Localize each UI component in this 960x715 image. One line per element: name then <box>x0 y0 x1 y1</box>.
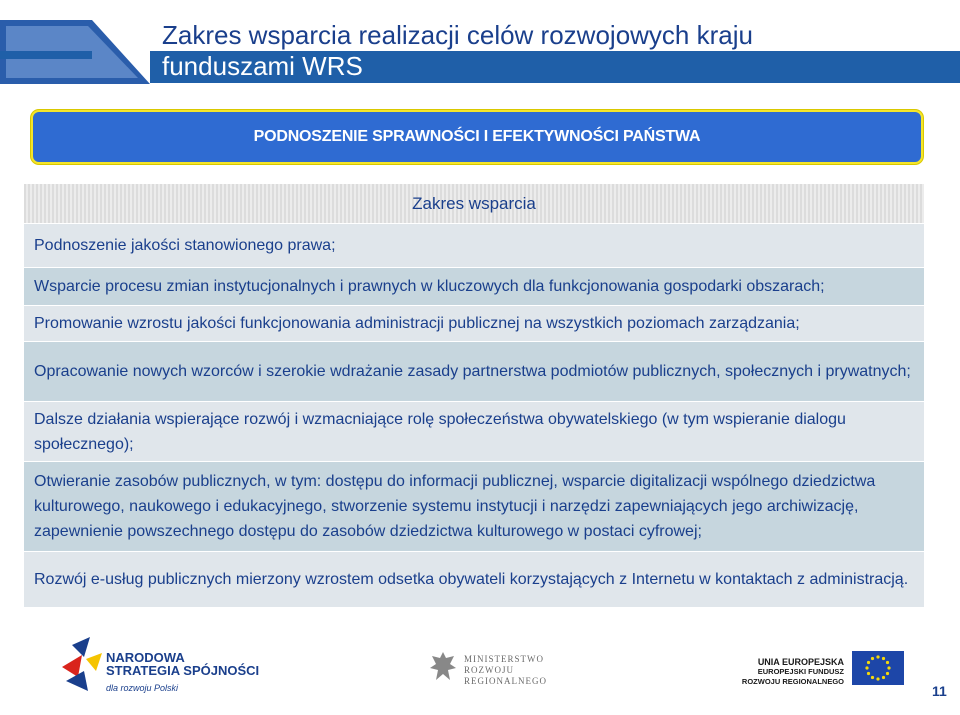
nss-line-1: NARODOWA <box>106 650 185 665</box>
title-line-1: Zakres wsparcia realizacji celów rozwojowych kraju <box>162 20 753 50</box>
page-title <box>162 20 753 82</box>
title-band <box>0 0 960 90</box>
table-row: Dalsze działania wspierające rozwój i wzmacniające rolę społeczeństwa obywatelskiego (w tym wspieranie dialogu społecznego); <box>24 402 924 462</box>
title-underline-left <box>0 51 92 59</box>
section-banner: PODNOSZENIE SPRAWNOŚCI I EFEKTYWNOŚCI PAŃSTWA <box>31 110 923 164</box>
table-row: Wsparcie procesu zmian instytucjonalnych i prawnych w kluczowych dla funkcjonowania gospodarki obszarach; <box>24 268 924 306</box>
table-header: Zakres wsparcia <box>24 184 924 224</box>
eu-line-1: UNIA EUROPEJSKA <box>757 657 844 667</box>
table-row: Opracowanie nowych wzorców i szerokie wdrażanie zasady partnerstwa podmiotów publicznych, społecznych i prywatnych; <box>24 342 924 402</box>
eu-line-3: ROZWOJU REGIONALNEGO <box>741 677 844 686</box>
ministry-line-1: MINISTERSTWO <box>464 654 544 664</box>
table-row: Promowanie wzrostu jakości funkcjonowania administracji publicznej na wszystkich poziomach zarządzania; <box>24 306 924 342</box>
eagle-emblem-icon <box>428 650 458 684</box>
nss-subtitle: dla rozwoju Polski <box>106 683 179 693</box>
ministry-logo-text <box>464 654 547 687</box>
page-number: 11 <box>932 683 947 699</box>
table-row: Rozwój e-usług publicznych mierzony wzrostem odsetka obywateli korzystających z Internetu w kontaktach z administracją. <box>24 552 924 608</box>
nss-logo-text <box>106 651 259 677</box>
table-row: Podnoszenie jakości stanowionego prawa; <box>24 224 924 268</box>
eu-flag-icon <box>852 651 904 685</box>
nss-logo-icon <box>62 637 102 697</box>
ministry-line-2: ROZWOJU <box>464 665 514 675</box>
ministry-line-3: REGIONALNEGO <box>464 676 547 686</box>
table-row: Otwieranie zasobów publicznych, w tym: dostępu do informacji publicznej, wsparcie digitalizacji wspólnego dziedzictwa kulturowego, naukowego i edukacyjnego, stworzenie systemu instytucji i narzędzi zapewniających jego archiwizację, zapewnienie powszechnego dostępu do zasobów dziedzictwa kulturowego w postaci cyfrowej; <box>24 462 924 552</box>
eu-logo-text <box>722 657 844 687</box>
nss-line-2: STRATEGIA SPÓJNOŚCI <box>106 663 260 678</box>
eu-line-2: EUROPEJSKI FUNDUSZ <box>757 667 844 676</box>
support-table <box>24 184 924 608</box>
title-line-2: funduszami WRS <box>162 51 363 81</box>
